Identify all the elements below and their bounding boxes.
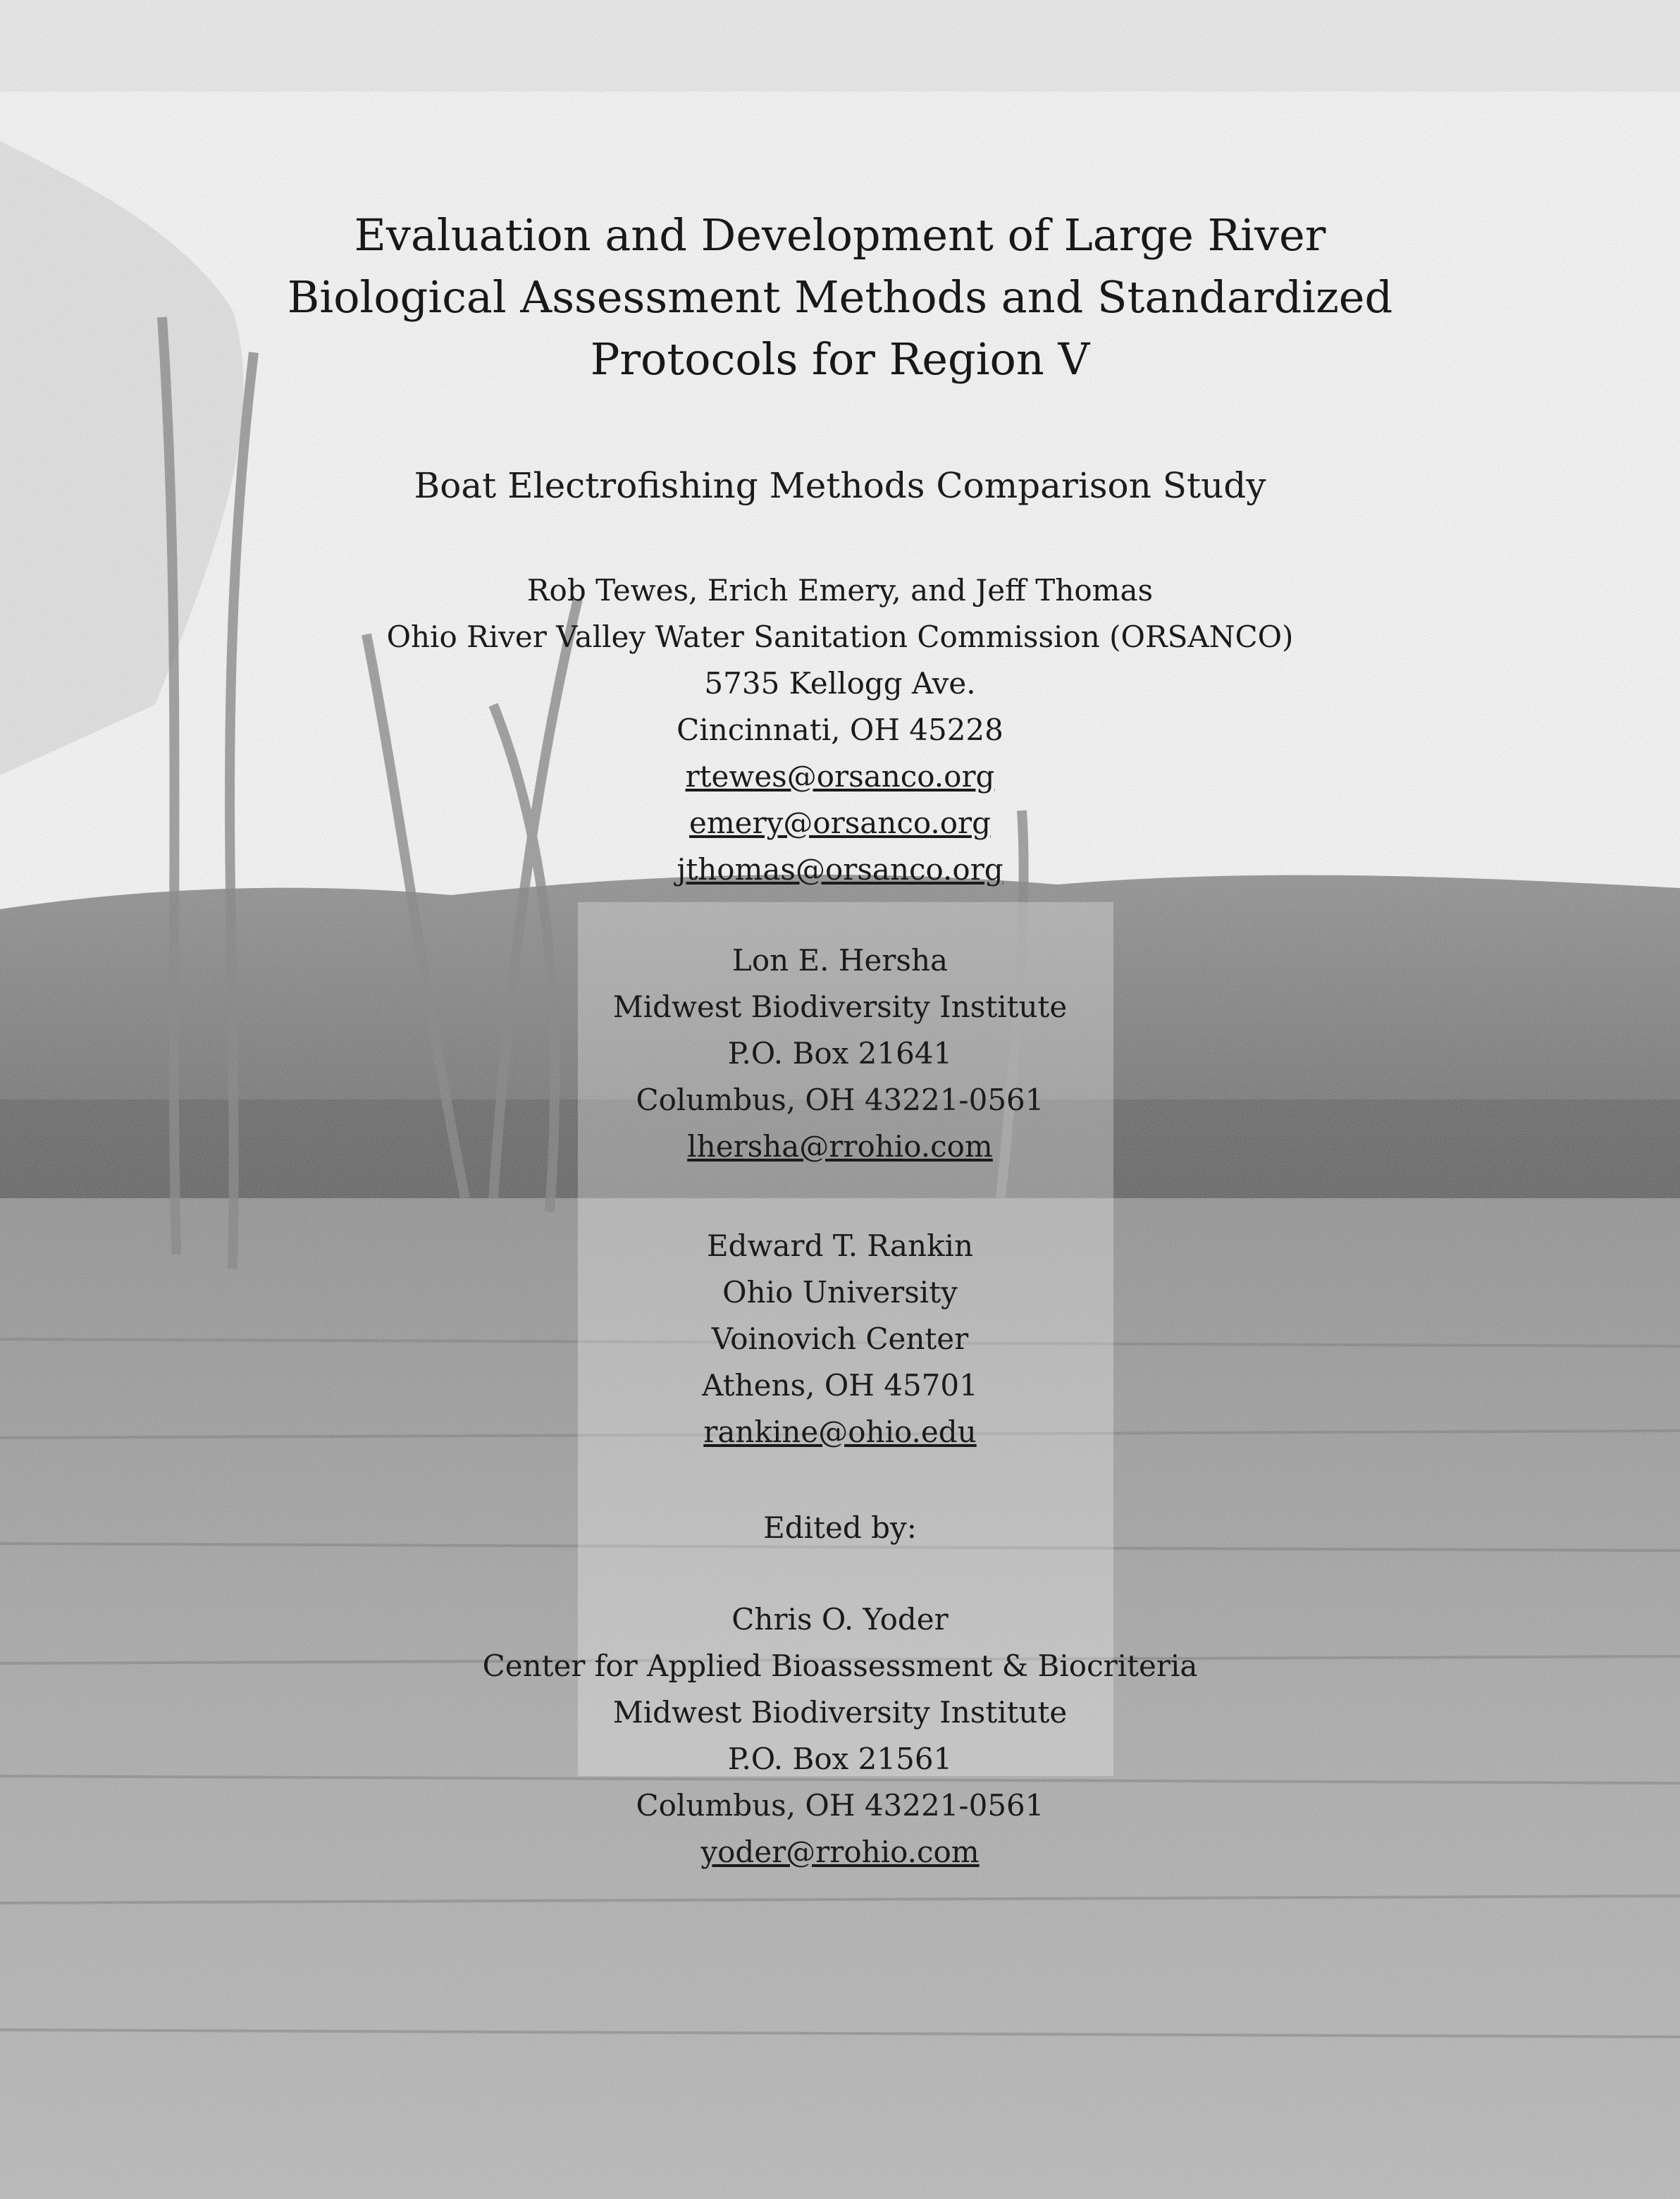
department: Voinovich Center [711, 1322, 969, 1356]
author-group-ohio-university [211, 1223, 1469, 1455]
affiliation-parent: Midwest Biodiversity Institute [612, 1695, 1068, 1730]
affiliation: Ohio University [722, 1275, 958, 1310]
affiliation: Center for Applied Bioassessment & Biocriteria [482, 1649, 1198, 1683]
street-address: 5735 Kellogg Ave. [704, 666, 976, 701]
document-title [211, 204, 1469, 390]
email-link[interactable]: emery@orsanco.org [688, 806, 992, 840]
affiliation: Midwest Biodiversity Institute [612, 990, 1068, 1024]
edited-by-label-block [211, 1505, 1469, 1551]
title-line-1: Evaluation and Development of Large River [354, 209, 1326, 261]
title-line-2: Biological Assessment Methods and Standardized [287, 271, 1393, 323]
author-names: Rob Tewes, Erich Emery, and Jeff Thomas [526, 573, 1154, 608]
author-group-mbi [211, 937, 1469, 1170]
author-name: Edward T. Rankin [707, 1228, 973, 1263]
email-link[interactable]: lhersha@rrohio.com [687, 1129, 993, 1164]
email-link[interactable]: rankine@ohio.edu [703, 1415, 977, 1449]
city-state-zip: Columbus, OH 43221-0561 [636, 1083, 1044, 1117]
po-box: P.O. Box 21641 [727, 1036, 953, 1071]
edited-by-label: Edited by: [763, 1510, 917, 1545]
city-state-zip: Columbus, OH 43221-0561 [636, 1788, 1044, 1823]
author-name: Lon E. Hersha [731, 943, 949, 978]
email-link[interactable]: yoder@rrohio.com [700, 1835, 980, 1869]
document-subtitle: Boat Electrofishing Methods Comparison Study [414, 465, 1266, 506]
email-link[interactable]: rtewes@orsanco.org [685, 759, 995, 794]
city-state-zip: Athens, OH 45701 [702, 1368, 978, 1403]
city-state-zip: Cincinnati, OH 45228 [677, 713, 1003, 747]
email-link[interactable]: jthomas@orsanco.org [677, 852, 1003, 887]
editor-group [211, 1596, 1469, 1875]
editor-name: Chris O. Yoder [731, 1602, 949, 1637]
title-line-3: Protocols for Region V [590, 333, 1090, 385]
po-box: P.O. Box 21561 [727, 1742, 953, 1776]
author-group-orsanco [211, 567, 1469, 893]
affiliation: Ohio River Valley Water Sanitation Commission (ORSANCO) [386, 620, 1294, 654]
